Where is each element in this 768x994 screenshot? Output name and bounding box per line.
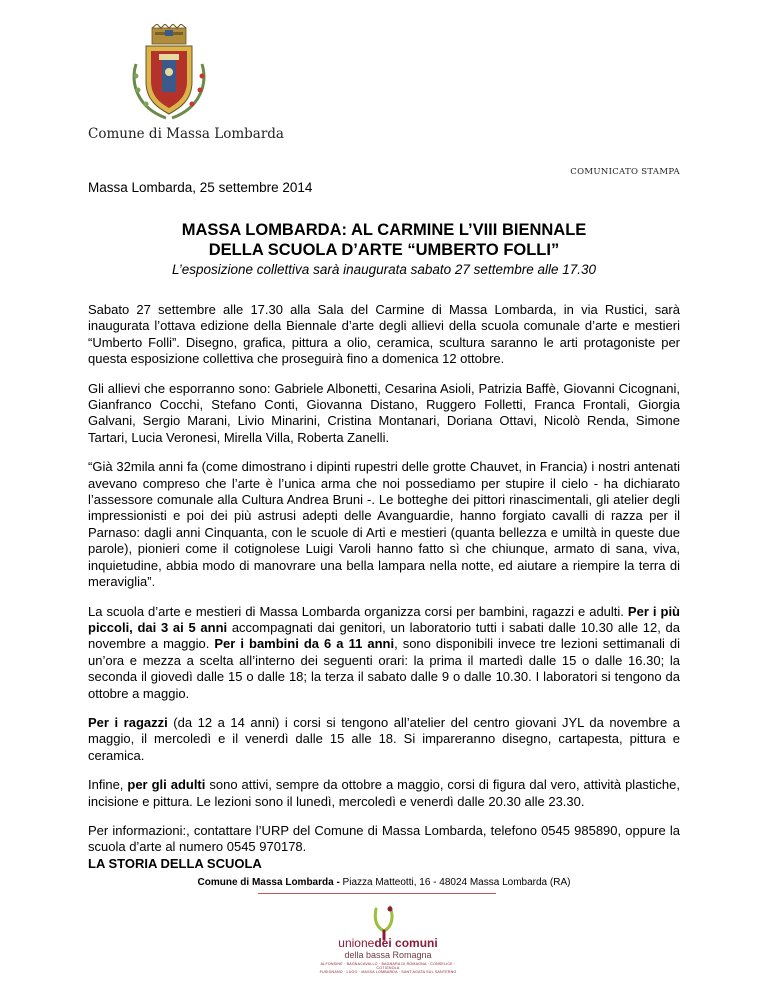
teens-text: (da 12 a 14 anni) i corsi si tengono all’atelier del centro giovani JYL da novembre a maggio, il mercoledì e il venerdì dalle 15 alle 18. Si impareranno disegno, cartapesta, pittura e ceramica. xyxy=(88,714,681,763)
footer-divider xyxy=(258,893,496,894)
children-highlight: Per i bambini da 6 a 11 anni xyxy=(214,636,395,652)
paragraph-students: Gli allievi che esporranno sono: Gabriele Albonetti, Cesarina Asioli, Patrizia Baffè, Giovanni Cicognani, Gianfranco Cocchi, Stefano Conti, Giovanna Distano, Ruggero Folletti, Franca Frontali, Giorgia Galvani, Sergio Marani, Livio Minarini, Cristina Montanari, Doriana Ottavi, Nicolò Renda, Simone Tartari, Lucia Veronesi, Mirella Villa, Roberta Zanelli. xyxy=(88,380,680,445)
adults-intro: Infine, xyxy=(88,777,128,793)
union-word-2: dei comuni xyxy=(374,936,438,950)
footer-address-text: Piazza Matteotti, 16 - 48024 Massa Lombarda (RA) xyxy=(339,877,571,888)
little-kids-text: accompagnati dai genitori, un laboratorio tutti i sabati dalle 10.30 alle 12, da novembre a maggio. xyxy=(88,619,680,652)
press-release-body xyxy=(88,302,680,872)
footer-org-name: Comune di Massa Lombarda - xyxy=(197,877,340,888)
history-heading: LA STORIA DELLA SCUOLA xyxy=(88,855,262,871)
union-members-line-2: FUSIGNANO · LUGO · MASSA LOMBARDA · SANT'AGATA SUL SANTERNO xyxy=(319,970,457,975)
paragraph-info: Per informazioni:, contattare l’URP del Comune di Massa Lombarda, telefono 0545 985890, oppure la scuola d’arte al numero 0545 970178. xyxy=(88,822,680,855)
coat-of-arms-logo xyxy=(128,24,210,124)
paragraph-intro: Sabato 27 settembre alle 17.30 alla Sala del Carmine di Massa Lombarda, in via Rustici, sarà inaugurata l’ottava edizione della Biennale d’arte degli allievi della scuola comunale d’arte e mestieri “Umberto Folli”. Disegno, grafica, pittura a olio, ceramica, scultura saranno le arti protagoniste per questa esposizione collettiva che proseguirà fino a domenica 12 ottobre. xyxy=(88,302,680,367)
union-word-1: unione xyxy=(338,936,375,950)
press-release-title xyxy=(88,220,680,260)
union-members-list xyxy=(318,962,458,975)
little-kids-highlight: Per i più piccoli, dai 3 ai 5 anni xyxy=(88,603,681,635)
footer-address xyxy=(88,877,680,888)
union-name xyxy=(318,937,458,949)
paragraph-adults xyxy=(88,777,680,810)
document-type-label: COMUNICATO STAMPA xyxy=(570,167,680,177)
adults-highlight: per gli adulti xyxy=(127,777,206,793)
section-heading xyxy=(88,856,680,872)
paragraph-courses xyxy=(88,604,680,702)
union-subtitle: della bassa Romagna xyxy=(344,950,432,960)
paragraph-teens xyxy=(88,715,680,764)
union-members-line-1: ALFONSINE · BAGNACAVALLO · BAGNARA DI ROMAGNA · CONSELICE · COTIGNOLA xyxy=(320,962,456,971)
press-release-subtitle: L’esposizione collettiva sarà inaugurata sabato 27 settembre alle 17.30 xyxy=(171,262,597,277)
municipality-name: Comune di Massa Lombarda xyxy=(88,126,284,142)
dateline: Massa Lombarda, 25 settembre 2014 xyxy=(88,180,313,195)
courses-intro-text: La scuola d’arte e mestieri di Massa Lombarda organizza corsi per bambini, ragazzi e adulti. xyxy=(88,603,628,619)
adults-text: sono attivi, sempre da ottobre a maggio, corsi di figura dal vero, attività plastiche, incisione e pittura. Le lezioni sono il lunedì, mercoledì e venerdì dalle 20.30 alle 23.30. xyxy=(88,777,681,809)
children-text: , sono disponibili invece tre lezioni settimanali di un’ora e mezza a scelta all’interno dei seguenti orari: la prima il martedì dalle 15 o dalle 16.30; la seconda il giovedì dalle 15 o dalle 18; la terza il sabato dalle 9 o dalle 10.30. I laboratori si tengono da ottobre a maggio. xyxy=(88,636,680,701)
title-line-1: MASSA LOMBARDA: AL CARMINE L’VIII BIENNALE xyxy=(181,221,587,239)
title-line-2: DELLA SCUOLA D’ARTE “UMBERTO FOLLI” xyxy=(208,241,560,259)
paragraph-quote: “Già 32mila anni fa (come dimostrano i dipinti rupestri delle grotte Chauvet, in Francia) i nostri antenati avevano compreso che l’arte è l’unica arma che noi possediamo per stupire il cielo - ha dichiarato l’assessore comunale alla Cultura Andrea Bruni -. Le botteghe dei pittori rinascimentali, gli atelier degli impressionisti e poi dei più astrusi adepti delle Avanguardie, hanno forgiato cavalli di razza per il Parnaso: dagli anni Cinquanta, con le scuole di Arti e mestieri (quanta bellezza e umiltà in queste due parole), pionieri come il cotignolese Luigi Varoli hanno fatto sì che chiunque, armato di sana, viva, inquietudine, abbia modo di manovrare una bella lampara nella notte, ed aiutare a riempire la terra di meraviglia”. xyxy=(88,459,680,590)
teens-highlight: Per i ragazzi xyxy=(88,714,168,730)
